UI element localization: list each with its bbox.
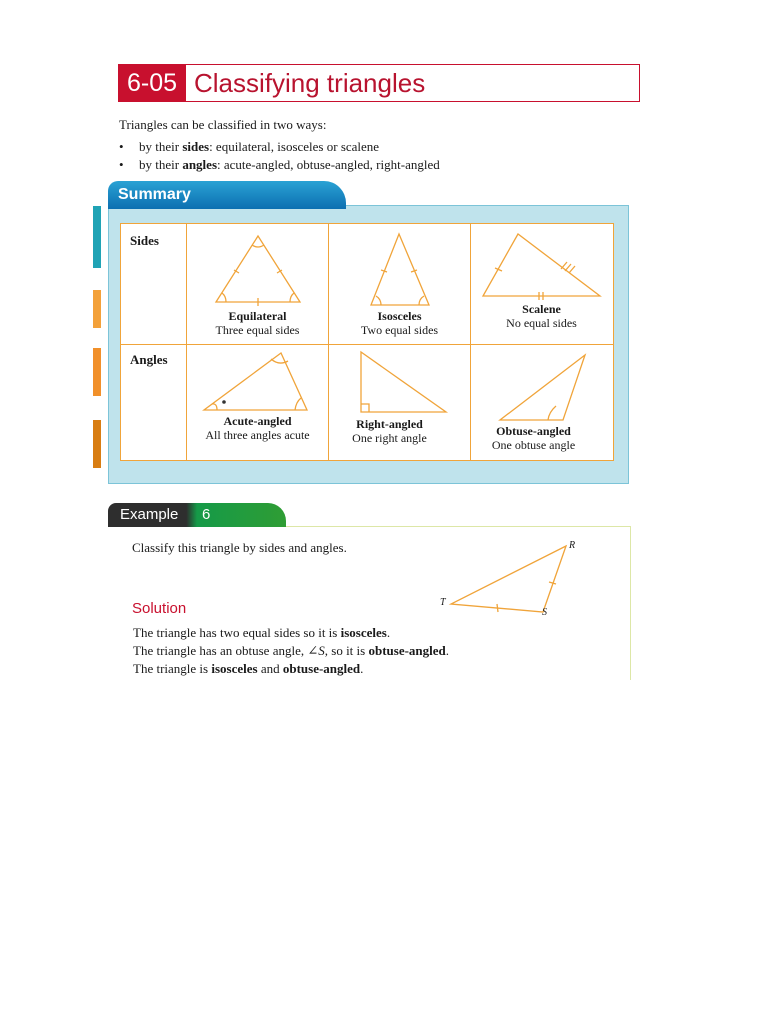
- caption-scalene: Scalene No equal sides: [506, 302, 577, 330]
- bullet-sides: • by their sides: equilateral, isosceles or scalene: [119, 138, 440, 156]
- isosceles-triangle-icon: [371, 234, 429, 305]
- example-border-top: [286, 526, 631, 527]
- summary-heading: Summary: [108, 181, 346, 209]
- example-label: Example: [120, 506, 179, 523]
- section-number: 6-05: [118, 64, 186, 102]
- caption-obtuse-angled: Obtuse-angled One obtuse angle: [491, 424, 576, 452]
- caption-acute-angled: Acute-angled All three angles acute: [205, 414, 310, 442]
- scalene-triangle-icon: [483, 234, 600, 300]
- row-label-sides: Sides: [130, 233, 159, 248]
- example-number: 6: [202, 506, 211, 523]
- solution-line: The triangle has an obtuse angle, ∠S, so it is obtuse-angled.: [133, 643, 450, 658]
- caption-equilateral: Equilateral Three equal sides: [215, 309, 300, 337]
- example-heading: [108, 503, 286, 527]
- section-title: Classifying triangles: [194, 68, 426, 98]
- bullet-angles: • by their angles: acute-angled, obtuse-angled, right-angled: [119, 156, 440, 174]
- intro-text: Triangles can be classified in two ways:: [119, 117, 327, 132]
- example-triangle-figure: [451, 546, 566, 612]
- right-triangle-icon: [361, 352, 446, 412]
- vertex-label-s: S: [542, 607, 547, 618]
- acute-triangle-icon: [204, 353, 307, 410]
- vertex-label-r: R: [569, 540, 576, 551]
- caption-isosceles: Isosceles Two equal sides: [360, 309, 439, 337]
- caption-right-angled: Right-angled One right angle: [352, 417, 427, 445]
- solution-heading: Solution: [132, 600, 187, 617]
- row-label-angles: Angles: [130, 352, 168, 367]
- vertex-label-t: T: [440, 597, 446, 608]
- solution-line: The triangle has two equal sides so it is isosceles.: [133, 625, 391, 640]
- equilateral-triangle-icon: [216, 236, 300, 306]
- solution-text: [133, 624, 449, 678]
- example-question: Classify this triangle by sides and angles.: [132, 540, 347, 555]
- solution-line: The triangle is isosceles and obtuse-angled.: [133, 661, 364, 676]
- obtuse-triangle-icon: [500, 355, 585, 420]
- example-border-right: [630, 526, 631, 680]
